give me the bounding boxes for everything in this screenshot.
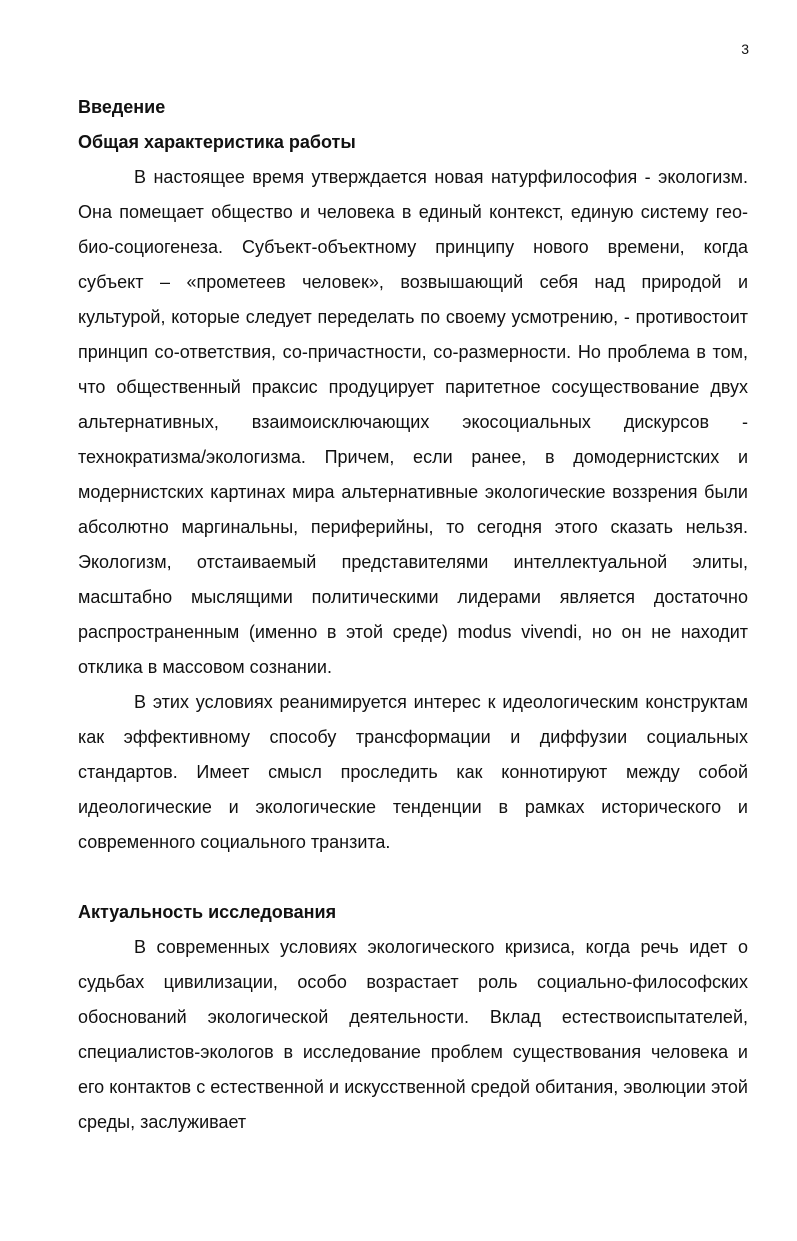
paragraph-3: В современных условиях экологического кризиса, когда речь идет о судьбах цивилизации, особо возрастает роль социально-философских обоснований экологической деятельности. Вклад естествоиспытателей, специалистов-экологов в исследование проблем существования человека и его контактов с естественной и искусственной средой обитания, эволюции этой среды, заслуживает [78,937,748,1132]
overview-heading: Общая характеристика работы [78,132,356,152]
section-spacer [78,860,748,895]
document-body [78,90,748,1140]
intro-heading: Введение [78,97,166,117]
page-number: 3 [741,41,749,57]
relevance-heading: Актуальность исследования [78,902,337,922]
paragraph-2: В этих условиях реанимируется интерес к идеологическим конструктам как эффективному способу трансформации и диффузии социальных стандартов. Имеет смысл проследить как коннотируют между собой идеологические и экологические тенденции в рамках исторического и современного социального транзита. [78,692,748,852]
paragraph-1: В настоящее время утверждается новая натурфилософия - экологизм. Она помещает общество и человека в единый контекст, единую систему гео-био-социогенеза. Субъект-объектному принципу нового времени, когда субъект – «прометеев человек», возвышающий себя над природой и культурой, которые следует переделать по своему усмотрению, - противостоит принцип со-ответствия, со-причастности, со-размерности. Но проблема в том, что общественный праксис продуцирует паритетное сосуществование двух альтернативных, взаимоисключающих экосоциальных дискурсов - технократизма/экологизма. Причем, если ранее, в домодернистских и модернистских картинах мира альтернативные экологические воззрения были абсолютно маргинальны, периферийны, то сегодня этого сказать нельзя. Экологизм, отстаиваемый представителями интеллектуальной элиты, масштабно мыслящими политическими лидерами является достаточно распространенным (именно в этой среде) modus vivendi, но он не находит отклика в массовом сознании. [78,167,748,677]
